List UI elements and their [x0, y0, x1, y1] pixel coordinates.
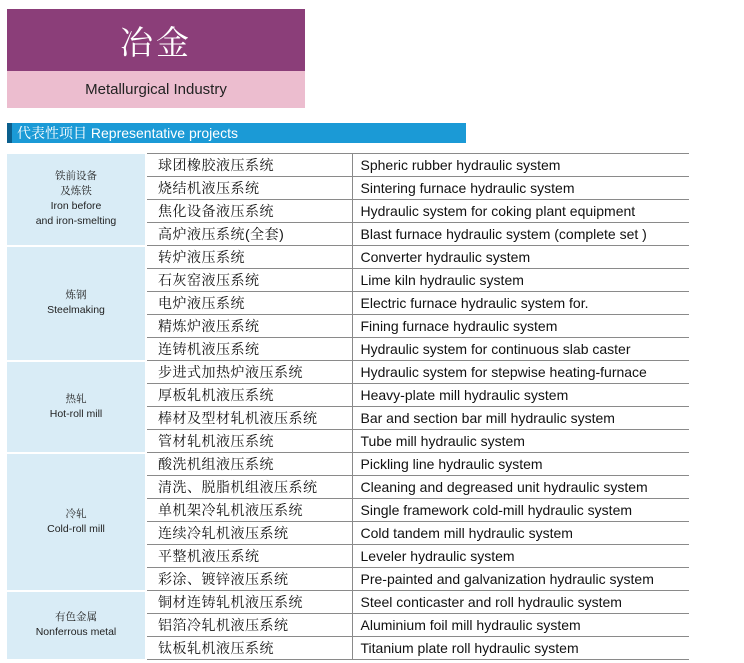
- project-name-en: Hydraulic system for stepwise heating-furnace: [352, 361, 689, 384]
- project-name-en: Heavy-plate mill hydraulic system: [352, 384, 689, 407]
- section-header: [7, 123, 466, 143]
- table-row: [7, 154, 689, 177]
- section-marker: [7, 123, 12, 143]
- project-name-cn: 连续冷轧机液压系统: [146, 522, 352, 545]
- category-label-en: Nonferrous metal: [35, 626, 117, 638]
- project-name-en: Lime kiln hydraulic system: [352, 269, 689, 292]
- project-name-en: Leveler hydraulic system: [352, 545, 689, 568]
- project-name-en: Bar and section bar mill hydraulic system: [352, 407, 689, 430]
- project-name-en: Titanium plate roll hydraulic system: [352, 637, 689, 660]
- category-label-en: Hot-roll mill: [49, 407, 103, 420]
- project-name-cn: 清洗、脱脂机组液压系统: [146, 476, 352, 499]
- project-name-cn: 彩涂、镀锌液压系统: [146, 568, 352, 591]
- category-cell: [7, 361, 146, 453]
- project-name-cn: 钛板轧机液压系统: [146, 637, 352, 660]
- project-name-en: Blast furnace hydraulic system (complete set ): [352, 223, 689, 246]
- project-name-en: Cleaning and degreased unit hydraulic system: [352, 476, 689, 499]
- project-name-cn: 步进式加热炉液压系统: [146, 361, 352, 384]
- category-label-cn2: 及炼铁: [60, 185, 92, 197]
- project-name-cn: 平整机液压系统: [146, 545, 352, 568]
- category-label-cn: 铁前设备: [55, 170, 97, 182]
- table-row: [7, 361, 689, 384]
- project-name-en: Converter hydraulic system: [352, 246, 689, 269]
- project-name-cn: 单机架冷轧机液压系统: [146, 499, 352, 522]
- project-name-cn: 铜材连铸轧机液压系统: [146, 591, 352, 614]
- category-label-cn: 冷轧: [65, 507, 87, 520]
- project-name-cn: 球团橡胶液压系统: [146, 154, 352, 177]
- category-label-cn: 炼钢: [65, 289, 87, 301]
- category-label-en: Iron before: [50, 200, 102, 212]
- category-cell: [7, 453, 146, 591]
- project-name-en: Pickling line hydraulic system: [352, 453, 689, 476]
- project-name-cn: 精炼炉液压系统: [146, 315, 352, 338]
- project-name-cn: 焦化设备液压系统: [146, 200, 352, 223]
- project-name-en: Hydraulic system for continuous slab caster: [352, 338, 689, 361]
- project-name-cn: 铝箔冷轧机液压系统: [146, 614, 352, 637]
- project-name-cn: 棒材及型材轧机液压系统: [146, 407, 352, 430]
- projects-table-body: [7, 154, 689, 660]
- project-name-en: Tube mill hydraulic system: [352, 430, 689, 453]
- section-title: 代表性项目 Representative projects: [17, 125, 238, 141]
- project-name-en: Steel conticaster and roll hydraulic system: [352, 591, 689, 614]
- category-label-en: Cold-roll mill: [47, 522, 105, 535]
- table-row: [7, 246, 689, 269]
- project-name-en: Electric furnace hydraulic system for.: [352, 292, 689, 315]
- table-row: [7, 453, 689, 476]
- category-cell: [7, 154, 146, 246]
- category-label-cn: 热轧: [65, 392, 87, 405]
- project-name-cn: 电炉液压系统: [146, 292, 352, 315]
- project-name-en: Single framework cold-mill hydraulic system: [352, 499, 689, 522]
- category-label-cn: 有色金属: [55, 611, 97, 623]
- project-name-cn: 高炉液压系统(全套): [146, 223, 352, 246]
- page-subtitle: Metallurgical Industry: [7, 71, 305, 108]
- project-name-cn: 厚板轧机液压系统: [146, 384, 352, 407]
- project-name-en: Sintering furnace hydraulic system: [352, 177, 689, 200]
- page-title: 冶金: [7, 9, 305, 71]
- project-name-en: Hydraulic system for coking plant equipment: [352, 200, 689, 223]
- project-name-cn: 烧结机液压系统: [146, 177, 352, 200]
- category-cell: [7, 591, 146, 660]
- category-label-en: Steelmaking: [47, 304, 105, 316]
- project-name-cn: 连铸机液压系统: [146, 338, 352, 361]
- category-label-en2: and iron-smelting: [35, 215, 117, 227]
- project-name-en: Fining furnace hydraulic system: [352, 315, 689, 338]
- project-name-en: Aluminium foil mill hydraulic system: [352, 614, 689, 637]
- table-row: [7, 591, 689, 614]
- project-name-en: Spheric rubber hydraulic system: [352, 154, 689, 177]
- project-name-cn: 转炉液压系统: [146, 246, 352, 269]
- project-name-en: Cold tandem mill hydraulic system: [352, 522, 689, 545]
- project-name-cn: 酸洗机组液压系统: [146, 453, 352, 476]
- projects-table: [7, 153, 689, 661]
- project-name-en: Pre-painted and galvanization hydraulic system: [352, 568, 689, 591]
- project-name-cn: 石灰窑液压系统: [146, 269, 352, 292]
- project-name-cn: 管材轧机液压系统: [146, 430, 352, 453]
- category-cell: [7, 246, 146, 361]
